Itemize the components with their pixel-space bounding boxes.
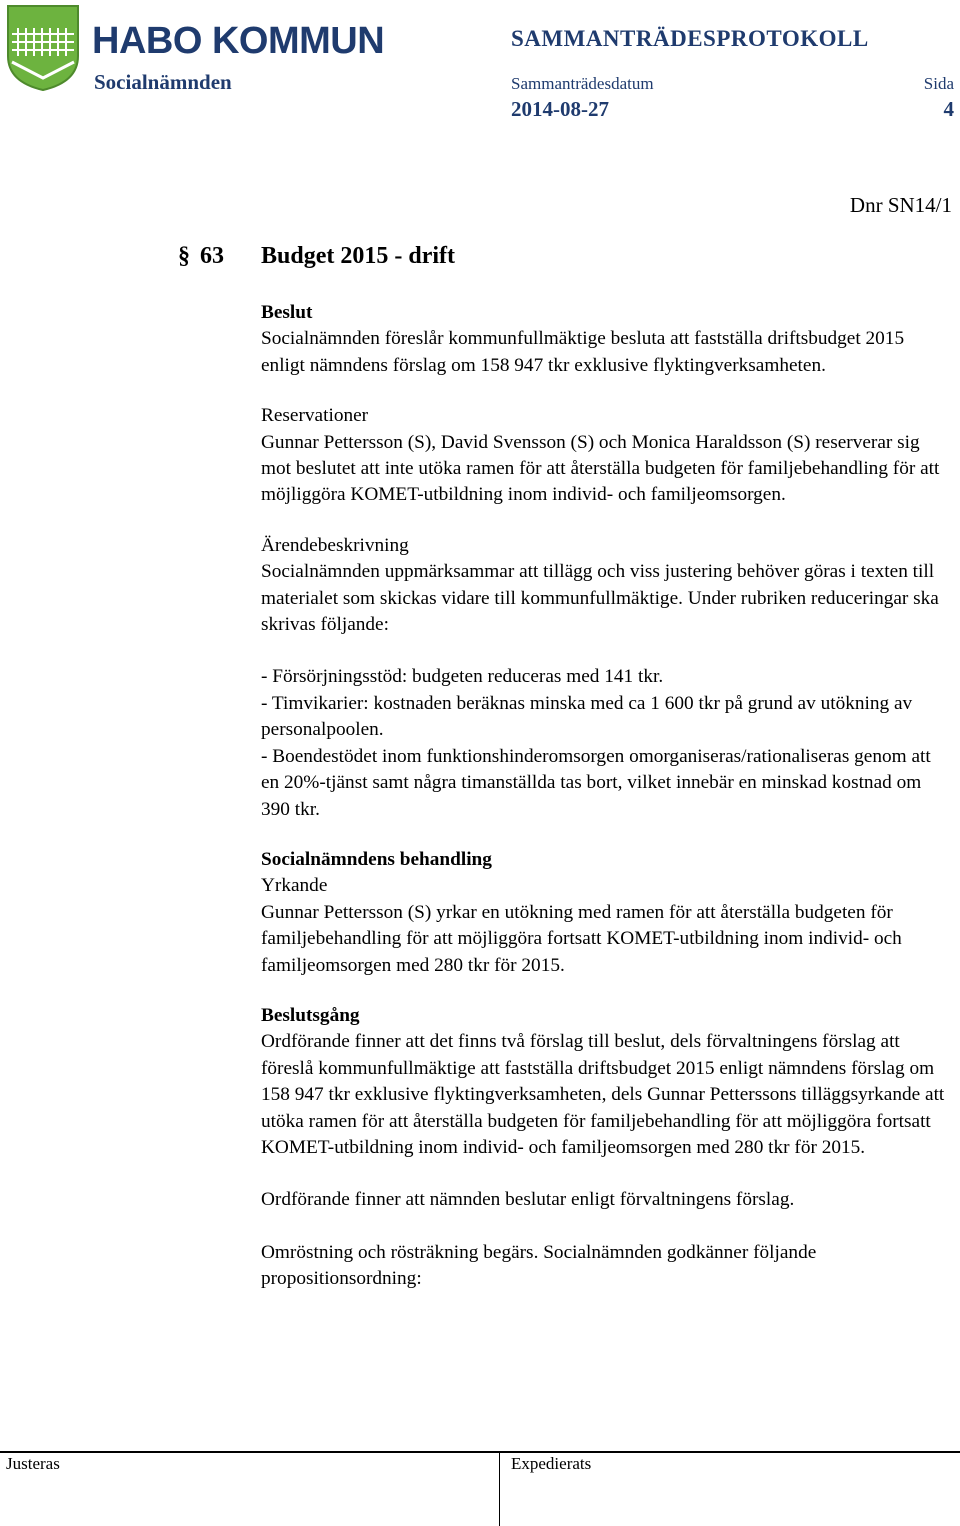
section-text: Ordförande finner att nämnden beslutar enligt förvaltningens förslag. [261,1189,795,1211]
committee-name: Socialnämnden [94,70,232,94]
habo-kommun-logo [6,4,80,92]
section-heading: Beslutsgång [261,1004,360,1026]
meeting-date-value: 2014-08-27 [511,97,609,121]
list-item: - Försörjningsstöd: budgeten reduceras med 141 tkr. [261,666,664,688]
paragraph-number: 63 [200,243,224,269]
section-subheading: Yrkande [261,875,328,897]
paragraph-symbol: § [178,243,190,269]
section-text: Gunnar Pettersson (S), David Svensson (S) och Monica Haraldsson (S) reserverar sig mot beslutet att inte utöka ramen för att återställa budgeten för familjebehandling för att möjliggöra KOMET-utbildning inom individ- och familjeomsorgen. [261,431,940,506]
section-text: Omröstning och rösträkning begärs. Socialnämnden godkänner följande propositionsordning: [261,1241,817,1290]
meeting-date-label: Sammanträdesdatum [511,74,654,93]
section-heading: Ärendebeskrivning [261,534,409,556]
section-behandling [261,847,951,979]
expedierats-label: Expedierats [511,1454,592,1473]
section-beslutsgang [261,1003,951,1293]
section-arendebeskrivning [261,533,951,823]
section-text: Ordförande finner att det finns två förslag till beslut, dels förvaltningens förslag att föreslå kommunfullmäktige att fastställa driftsbudget 2015 enligt nämndens förslag om 158 947 tkr exklusive flyktingverksamheten, dels Gunnar Petterssons tilläggsyrkande att utöka ramen för att återställa budgeten för familjebehandling för att möjliggöra fortsatt KOMET-utbildning inom individ- och familjeomsorgen med 280 tkr för 2015. [261,1031,945,1158]
diary-number: Dnr SN14/1 [849,193,952,217]
protocol-title: SAMMANTRÄDESPROTOKOLL [511,26,869,51]
document-body [261,300,951,1293]
section-heading: Reservationer [261,405,369,427]
paragraph-title: Budget 2015 - drift [261,243,455,269]
page-label: Sida [923,74,954,93]
section-heading: Beslut [261,302,313,323]
section-text: Socialnämnden uppmärksammar att tillägg och viss justering behöver göras i texten till materialet som skickas vidare till kommunfullmäktige. Under rubriken reduceringar ska skrivas följande: [261,561,939,636]
page-number: 4 [943,97,954,121]
section-heading: Socialnämndens behandling [261,848,492,870]
section-text: Socialnämnden föreslår kommunfullmäktige besluta att fastställa driftsbudget 2015 enligt nämndens förslag om 158 947 tkr exklusive flyktingverksamheten. [261,328,905,376]
logo-text: HABO KOMMUN [92,20,385,62]
section-text: Gunnar Pettersson (S) yrkar en utökning med ramen för att återställa budgeten för familjebehandling för att möjliggöra fortsatt KOMET-utbildning inom individ- och familjeomsorgen med 280 tkr för 2015. [261,901,902,976]
section-reservationer [261,403,951,509]
section-beslut [261,300,951,379]
paragraph-heading [178,243,455,270]
justeras-label: Justeras [6,1454,60,1473]
footer-divider [0,1451,960,1453]
list-item: - Boendestödet inom funktionshinderomsorgen omorganiseras/rationaliseras genom att en 20%-tjänst samt några timanställda tas bort, vilket innebär en minskad kostnad om 390 tkr. [261,745,931,820]
footer-column-divider [499,1453,500,1526]
list-item: - Timvikarier: kostnaden beräknas minska med ca 1 600 tkr på grund av utökning av personalpoolen. [261,692,913,741]
